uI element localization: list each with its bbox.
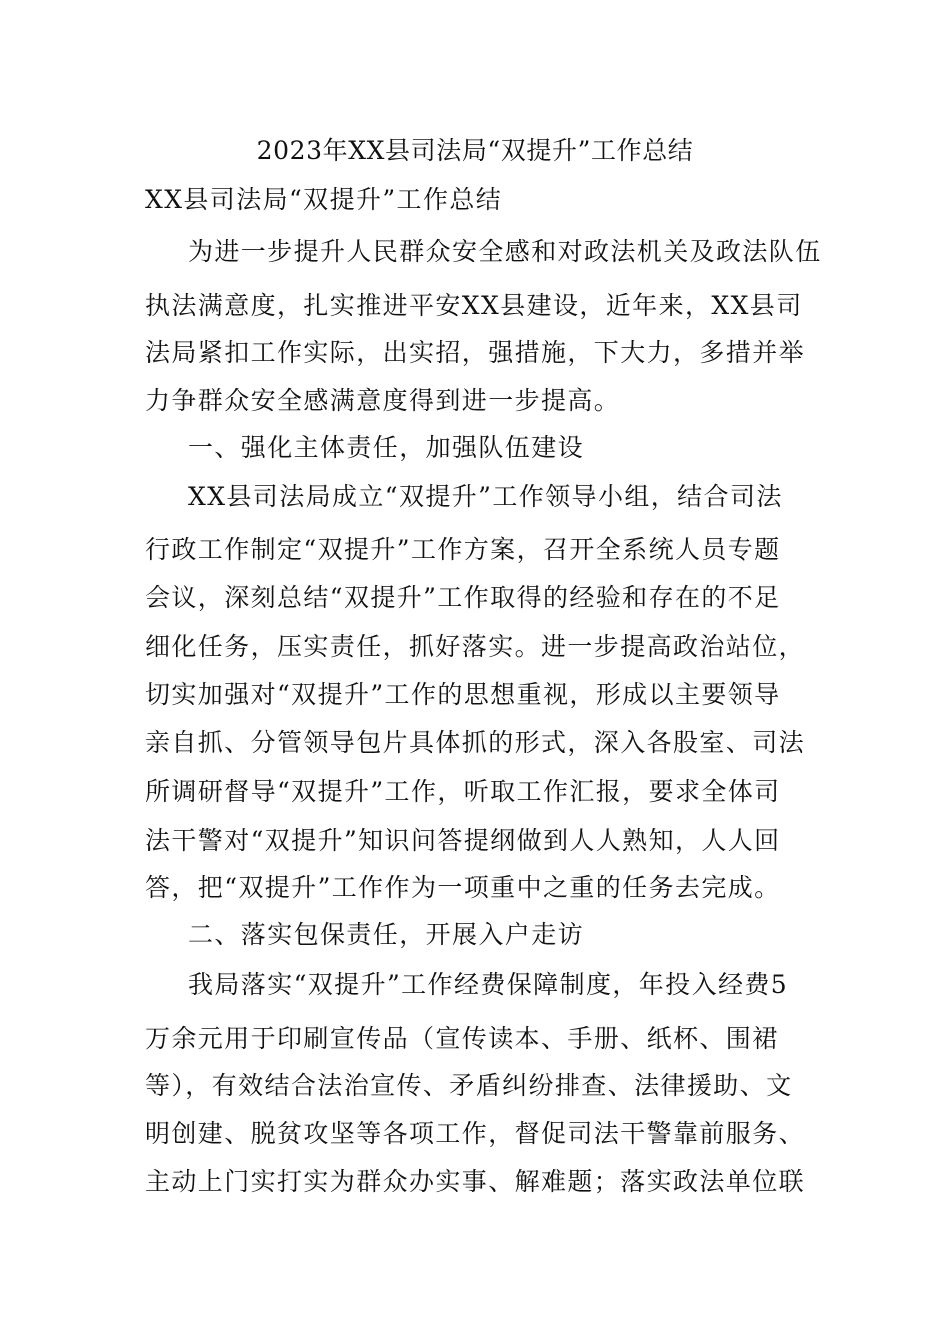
paragraph-line: 答，把“双提升”工作作为一项重中之重的任务去完成。	[145, 873, 781, 902]
paragraph-line: 力争群众安全感满意度得到进一步提高。	[145, 386, 621, 415]
paragraph-line: 为进一步提升人民群众安全感和对政法机关及政法队伍	[188, 237, 822, 266]
paragraph-line: 行政工作制定“双提升”工作方案，召开全系统人员专题	[145, 535, 781, 564]
paragraph-line: 会议，深刻总结“双提升”工作取得的经验和存在的不足	[145, 583, 781, 612]
paragraph-line: 亲自抓、分管领导包片具体抓的形式，深入各股室、司法	[145, 728, 806, 757]
section-heading: 一、强化主体责任，加强队伍建设	[188, 433, 585, 462]
paragraph-line: 法局紧扣工作实际，出实招，强措施，下大力，多措并举	[145, 338, 806, 367]
paragraph-line: 明创建、脱贫攻坚等各项工作，督促司法干警靠前服务、	[145, 1119, 806, 1148]
paragraph-line: 执法满意度，扎实推进平安XX县建设，近年来，XX县司	[145, 291, 803, 320]
paragraph-line: 我局落实“双提升”工作经费保障制度，年投入经费5	[188, 970, 789, 999]
paragraph-line: 所调研督导“双提升”工作，听取工作汇报，要求全体司	[145, 777, 781, 806]
paragraph-line: 万余元用于印刷宣传品（宣传读本、手册、纸杯、围裙	[145, 1024, 779, 1053]
document-title: 2023年XX县司法局“双提升”工作总结	[256, 136, 694, 165]
document-subtitle: XX县司法局“双提升”工作总结	[145, 185, 503, 214]
paragraph-line: 细化任务，压实责任，抓好落实。进一步提高政治站位，	[145, 632, 806, 661]
paragraph-line: 切实加强对“双提升”工作的思想重视，形成以主要领导	[145, 680, 781, 709]
paragraph-line: 法干警对“双提升”知识问答提纲做到人人熟知，人人回	[145, 826, 781, 855]
paragraph-line: XX县司法局成立“双提升”工作领导小组，结合司法	[188, 482, 783, 511]
section-heading: 二、落实包保责任，开展入户走访	[188, 920, 585, 949]
paragraph-line: 主动上门实打实为群众办实事、解难题；落实政法单位联	[145, 1167, 806, 1196]
paragraph-line: 等），有效结合法治宣传、矛盾纠纷排查、法律援助、文	[145, 1071, 793, 1100]
